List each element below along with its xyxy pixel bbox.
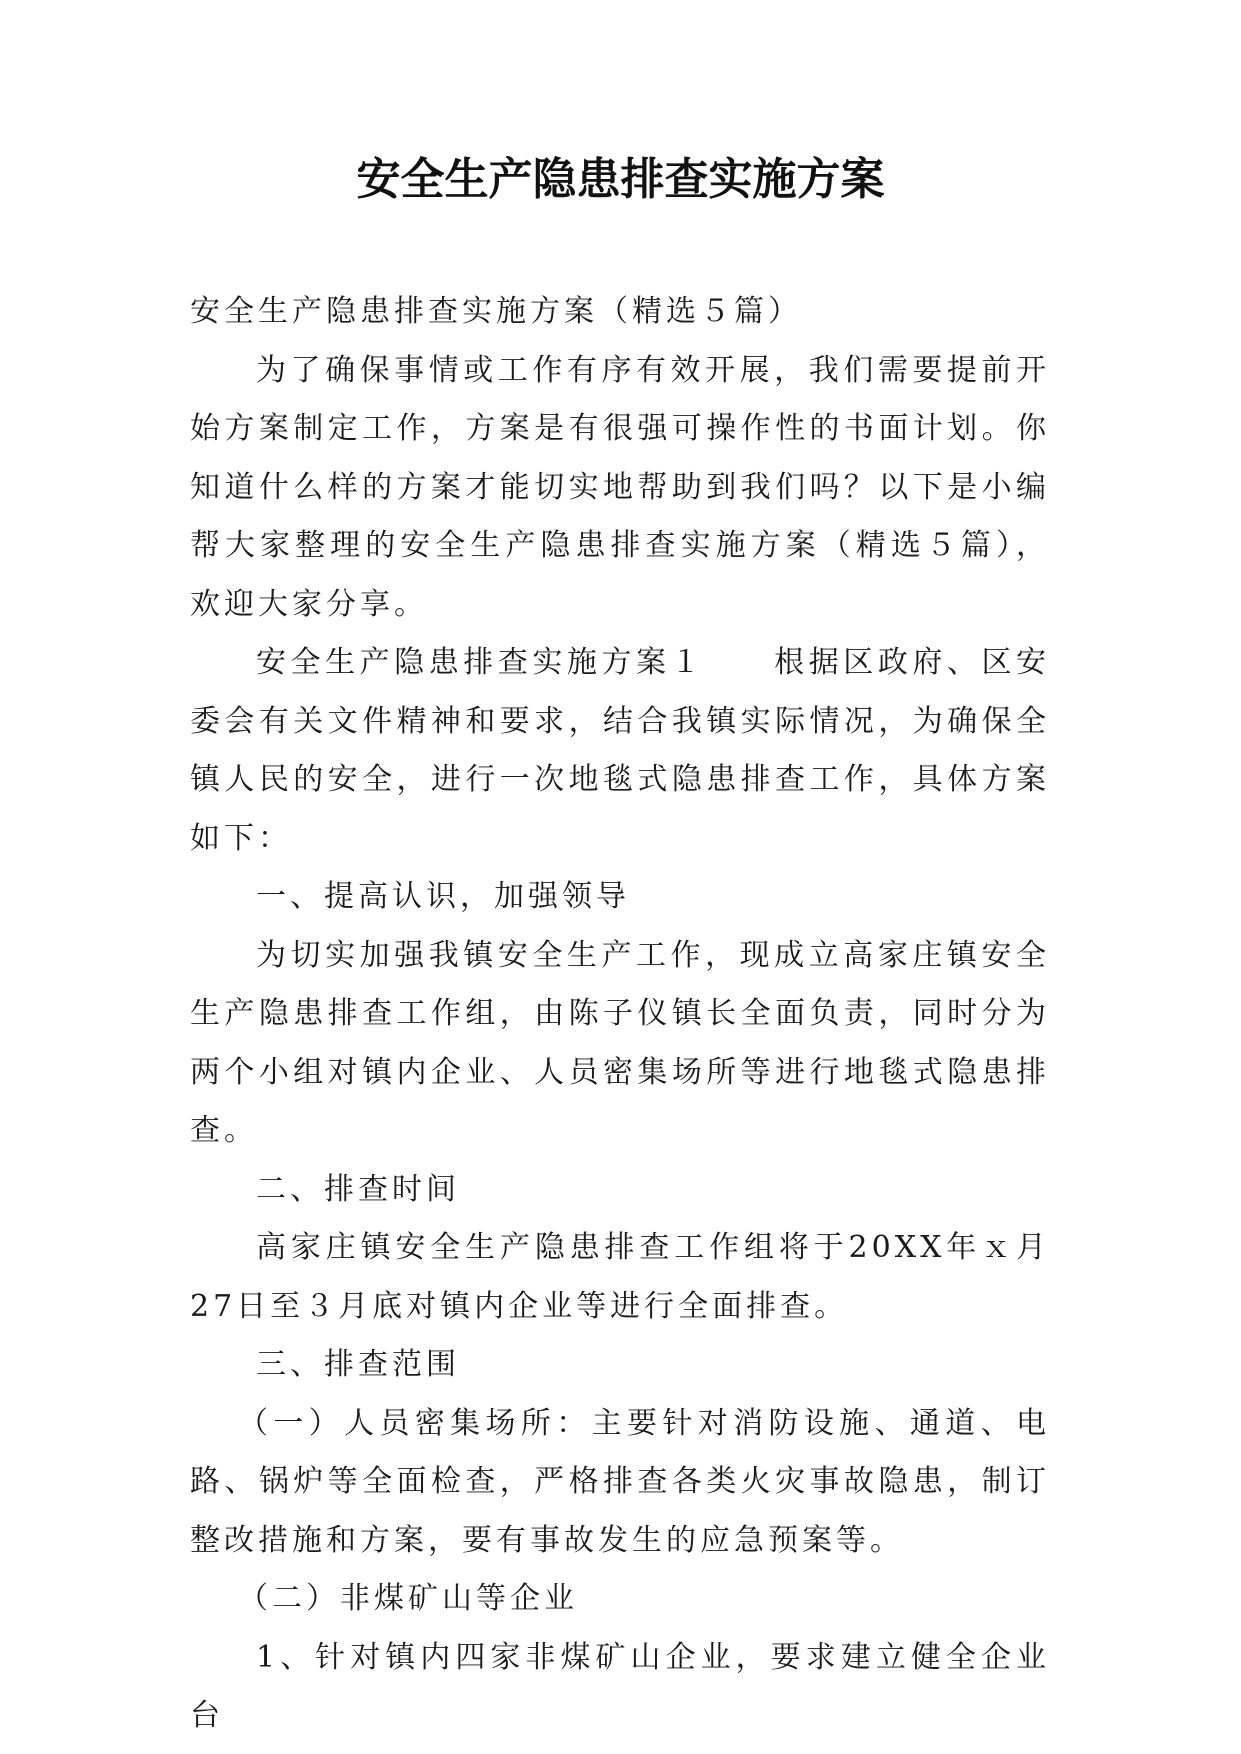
document-title: 安全生产隐患排查实施方案 xyxy=(356,154,885,205)
section-heading-3: 三、排查范围 xyxy=(256,1347,460,1382)
section-1-paragraph: 为切实加强我镇安全生产工作，现成立高家庄镇安全生产隐患排查工作组，由陈子仪镇长全面负责，同时分为两个小组对镇内企业、人员密集场所等进行地毯式隐患排查。 xyxy=(190,937,1050,1148)
subsection-1-paragraph: （一）人员密集场所：主要针对消防设施、通道、电路、锅炉等全面检查，严格排查各类火灾事故隐患，制订整改措施和方案，要有事故发生的应急预案等。 xyxy=(190,1405,1050,1558)
intro-paragraph: 为了确保事情或工作有序有效开展，我们需要提前开始方案制定工作，方案是有很强可操作性的书面计划。你知道什么样的方案才能切实地帮助到我们吗？以下是小编帮大家整理的安全生产隐患排查实施方案（精选５篇），欢迎大家分享。 xyxy=(190,352,1050,622)
document-subtitle: 安全生产隐患排查实施方案（精选５篇） xyxy=(190,294,802,329)
subsection-heading-2: （二）非煤矿山等企业 xyxy=(238,1581,578,1616)
section-heading-2: 二、排查时间 xyxy=(256,1171,460,1207)
plan-1-paragraph: 安全生产隐患排查实施方案１ 根据区政府、区安委会有关文件精神和要求，结合我镇实际情况，为确保全镇人民的安全，进行一次地毯式隐患排查工作，具体方案如下： xyxy=(190,645,1050,856)
section-heading-1: 一、提高认识，加强领导 xyxy=(256,879,630,914)
document-body xyxy=(190,283,1050,1746)
section-2-paragraph: 高家庄镇安全生产隐患排查工作组将于20XX年ｘ月27日至３月底对镇内企业等进行全面排查。 xyxy=(190,1230,1050,1324)
list-item-1: 1、针对镇内四家非煤矿山企业，要求建立健全企业台 xyxy=(190,1639,1050,1733)
